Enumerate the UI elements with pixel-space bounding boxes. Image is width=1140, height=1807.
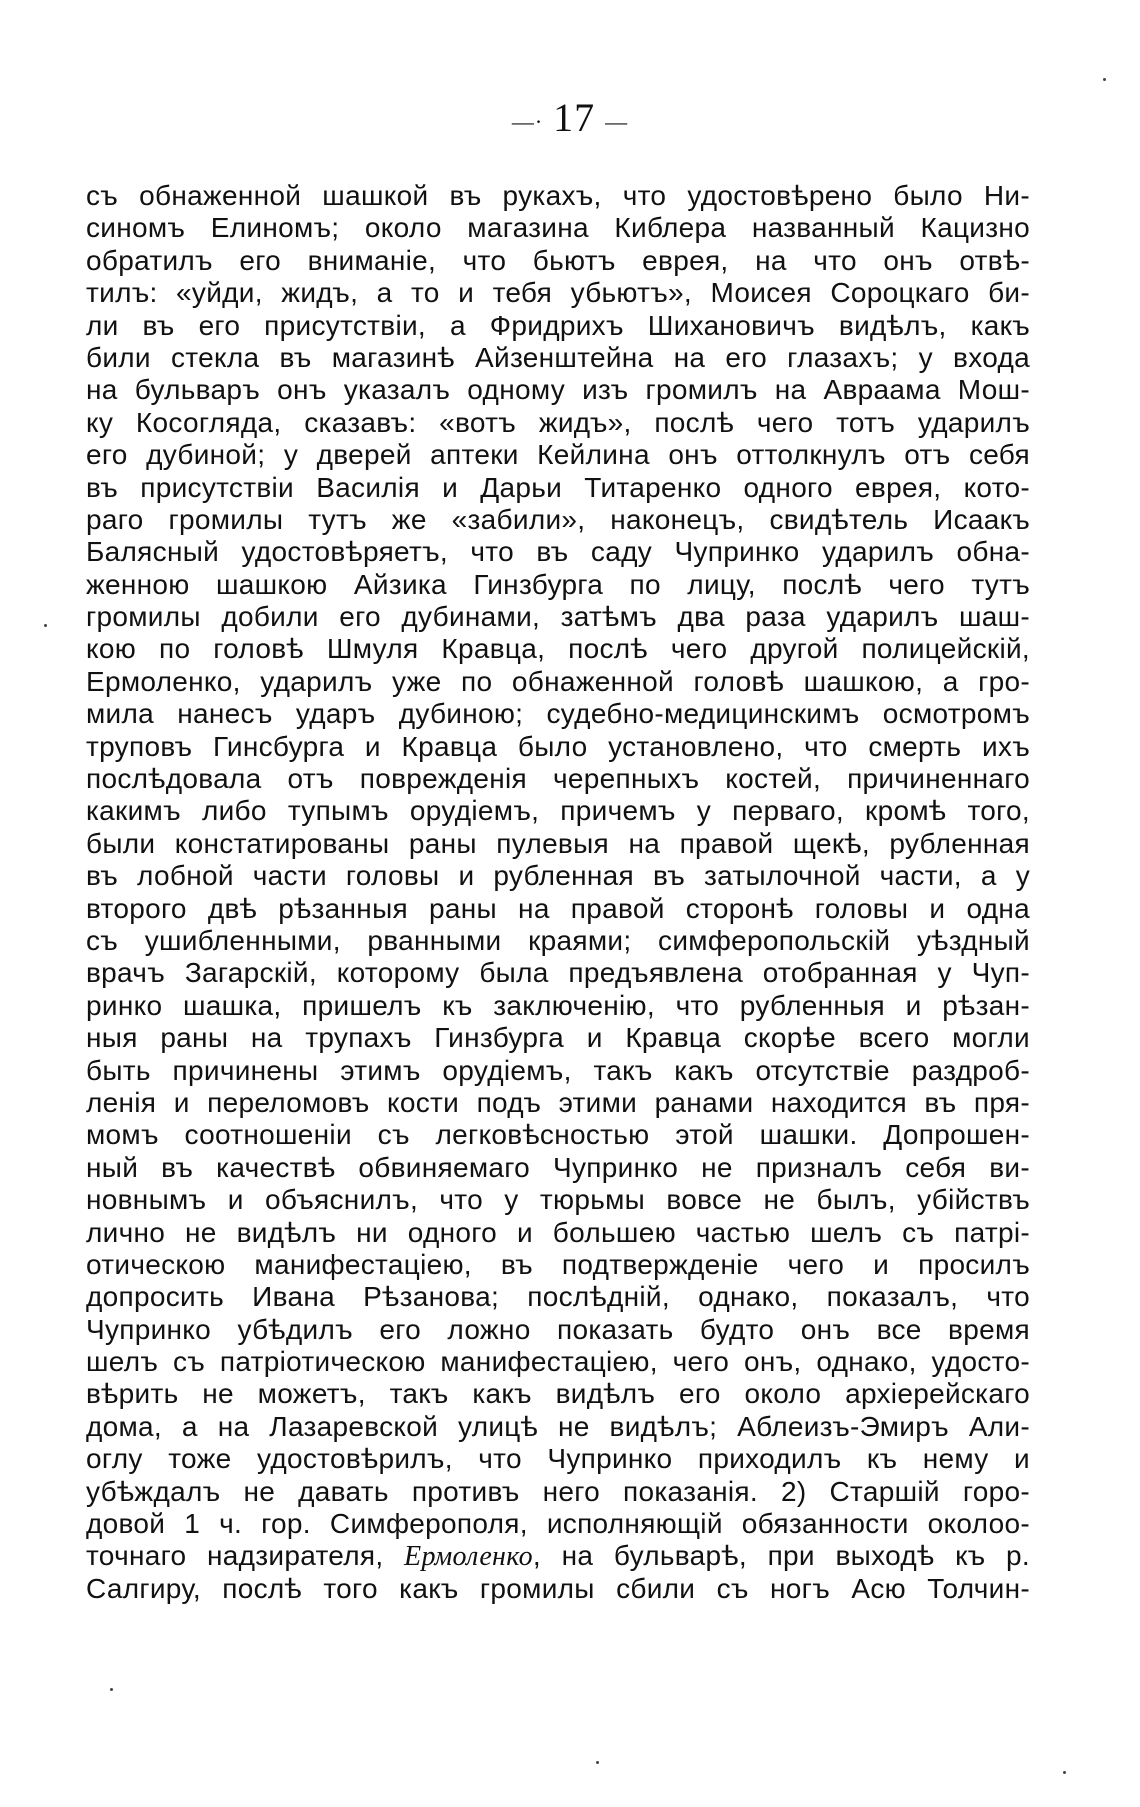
text-line: дома, а на Лазаревской улицѣ не видѣлъ; Аблеизъ-Эмиръ Али- bbox=[86, 1410, 1030, 1442]
text-line: Ермоленко, ударилъ уже по обнаженной головѣ шашкою, а гро- bbox=[86, 665, 1030, 697]
text-line: синомъ Елиномъ; около магазина Киблера названный Кацизно bbox=[86, 212, 1030, 244]
text-line: Балясный удостовѣряетъ, что въ саду Чупринко ударилъ обна- bbox=[86, 536, 1030, 568]
text-line: лично не видѣлъ ни одного и большею частью шелъ съ патрі- bbox=[86, 1216, 1030, 1248]
text-line: отическою манифестаціею, въ подтвержденіе чего и просилъ bbox=[86, 1248, 1030, 1280]
text-line: какимъ либо тупымъ орудіемъ, причемъ у перваго, кромѣ того, bbox=[86, 795, 1030, 827]
text-line: второго двѣ рѣзанныя раны на правой сторонѣ головы и одна bbox=[86, 892, 1030, 924]
text-segment: точнаго надзирателя, bbox=[86, 1540, 405, 1572]
text-line: съ обнаженной шашкой въ рукахъ, что удостовѣрено было Ни- bbox=[86, 180, 1030, 211]
text-line: обратилъ его вниманіе, что бьютъ еврея, на что онъ отвѣ- bbox=[86, 244, 1030, 276]
scan-speck bbox=[596, 1761, 599, 1764]
scan-speck bbox=[110, 1688, 113, 1691]
page-number: 17 bbox=[553, 95, 596, 140]
text-line: въ присутствіи Василія и Дарьи Титаренко одного еврея, кото- bbox=[86, 471, 1030, 503]
text-line: быть причинены этимъ орудіемъ, такъ какъ отсутствіе раздроб- bbox=[86, 1054, 1030, 1086]
text-line: съ ушибленными, рванными краями; симферопольскій уѣздный bbox=[86, 924, 1030, 956]
text-line: труповъ Гинсбурга и Кравца было установлено, что смерть ихъ bbox=[86, 730, 1030, 762]
text-line: Салгиру, послѣ того какъ громилы сбили съ ногъ Асю Толчин- bbox=[86, 1572, 1030, 1604]
text-line: ку Косогляда, сказавъ: «вотъ жидъ», послѣ чего тотъ ударилъ bbox=[86, 406, 1030, 438]
text-line: вѣрить не можетъ, такъ какъ видѣлъ его около архіерейскаго bbox=[86, 1378, 1030, 1410]
text-line: его дубиной; у дверей аптеки Кейлина онъ оттолкнулъ отъ себя bbox=[86, 439, 1030, 471]
scan-speck bbox=[44, 624, 47, 627]
text-line: ныя раны на трупахъ Гинзбурга и Кравца скорѣе всего могли bbox=[86, 1022, 1030, 1054]
text-line: въ лобной части головы и рубленная въ затылочной части, а у bbox=[86, 860, 1030, 892]
text-line: тилъ: «уйди, жидъ, а то и тебя убьютъ», Моисея Сороцкаго би- bbox=[86, 277, 1030, 309]
text-line: ли въ его присутствіи, а Фридрихъ Шихановичъ видѣлъ, какъ bbox=[86, 309, 1030, 341]
text-line: били стекла въ магазинѣ Айзенштейна на его глазахъ; у входа bbox=[86, 341, 1030, 373]
text-line: довой 1 ч. гор. Симферополя, исполняющій обязанности околоо- bbox=[86, 1508, 1030, 1540]
text-line: послѣдовала отъ поврежденія черепныхъ костей, причиненнаго bbox=[86, 763, 1030, 795]
text-line: ный въ качествѣ обвиняемаго Чупринко не призналъ себя ви- bbox=[86, 1151, 1030, 1183]
italic-name: Ермоленко bbox=[404, 1541, 533, 1573]
text-line: раго громилы тутъ же «забили», наконецъ, свидѣтель Исаакъ bbox=[86, 503, 1030, 535]
text-line: Чупринко убѣдилъ его ложно показать будто онъ все время bbox=[86, 1313, 1030, 1345]
text-line: женною шашкою Айзика Гинзбурга по лицу, послѣ чего тутъ bbox=[86, 568, 1030, 600]
scan-speck bbox=[1103, 78, 1106, 81]
text-segment: , на бульварѣ, при выходѣ къ р. bbox=[532, 1540, 1030, 1572]
text-line: ринко шашка, пришелъ къ заключенію, что рубленныя и рѣзан- bbox=[86, 989, 1030, 1021]
text-line: убѣждалъ не давать противъ него показанія. 2) Старшій горо- bbox=[86, 1475, 1030, 1507]
page-number-header bbox=[0, 95, 1140, 140]
text-line: новнымъ и объяснилъ, что у тюрьмы вовсе не былъ, убійствъ bbox=[86, 1184, 1030, 1216]
text-line: мила нанесъ ударъ дубиною; судебно-медицинскимъ осмотромъ bbox=[86, 698, 1030, 730]
text-line: на бульваръ онъ указалъ одному изъ громилъ на Авраама Мош- bbox=[86, 374, 1030, 406]
text-line: ленія и переломовъ кости подъ этими ранами находится въ пря- bbox=[86, 1086, 1030, 1118]
text-line: шелъ съ патріотическою манифестаціею, чего онъ, однако, удосто- bbox=[86, 1346, 1030, 1378]
text-line: кою по головѣ Шмуля Кравца, послѣ чего другой полицейскій, bbox=[86, 633, 1030, 665]
scan-speck bbox=[1063, 1771, 1066, 1774]
text-line: момъ соотношеніи съ легковѣсностью этой шашки. Допрошен- bbox=[86, 1119, 1030, 1151]
text-line: оглу тоже удостовѣрилъ, что Чупринко приходилъ къ нему и bbox=[86, 1443, 1030, 1475]
text-line: громилы добили его дубинами, затѣмъ два раза ударилъ шаш- bbox=[86, 601, 1030, 633]
left-dash-ornament: —· bbox=[511, 108, 544, 134]
body-text bbox=[86, 180, 1030, 1605]
text-line-with-italic bbox=[86, 1540, 1030, 1572]
text-line: допросить Ивана Рѣзанова; послѣдній, однако, показалъ, что bbox=[86, 1281, 1030, 1313]
text-line: были констатированы раны пулевыя на правой щекѣ, рубленная bbox=[86, 827, 1030, 859]
text-line: врачъ Загарскій, которому была предъявлена отобранная у Чуп- bbox=[86, 957, 1030, 989]
right-dash-ornament: — bbox=[605, 108, 629, 134]
